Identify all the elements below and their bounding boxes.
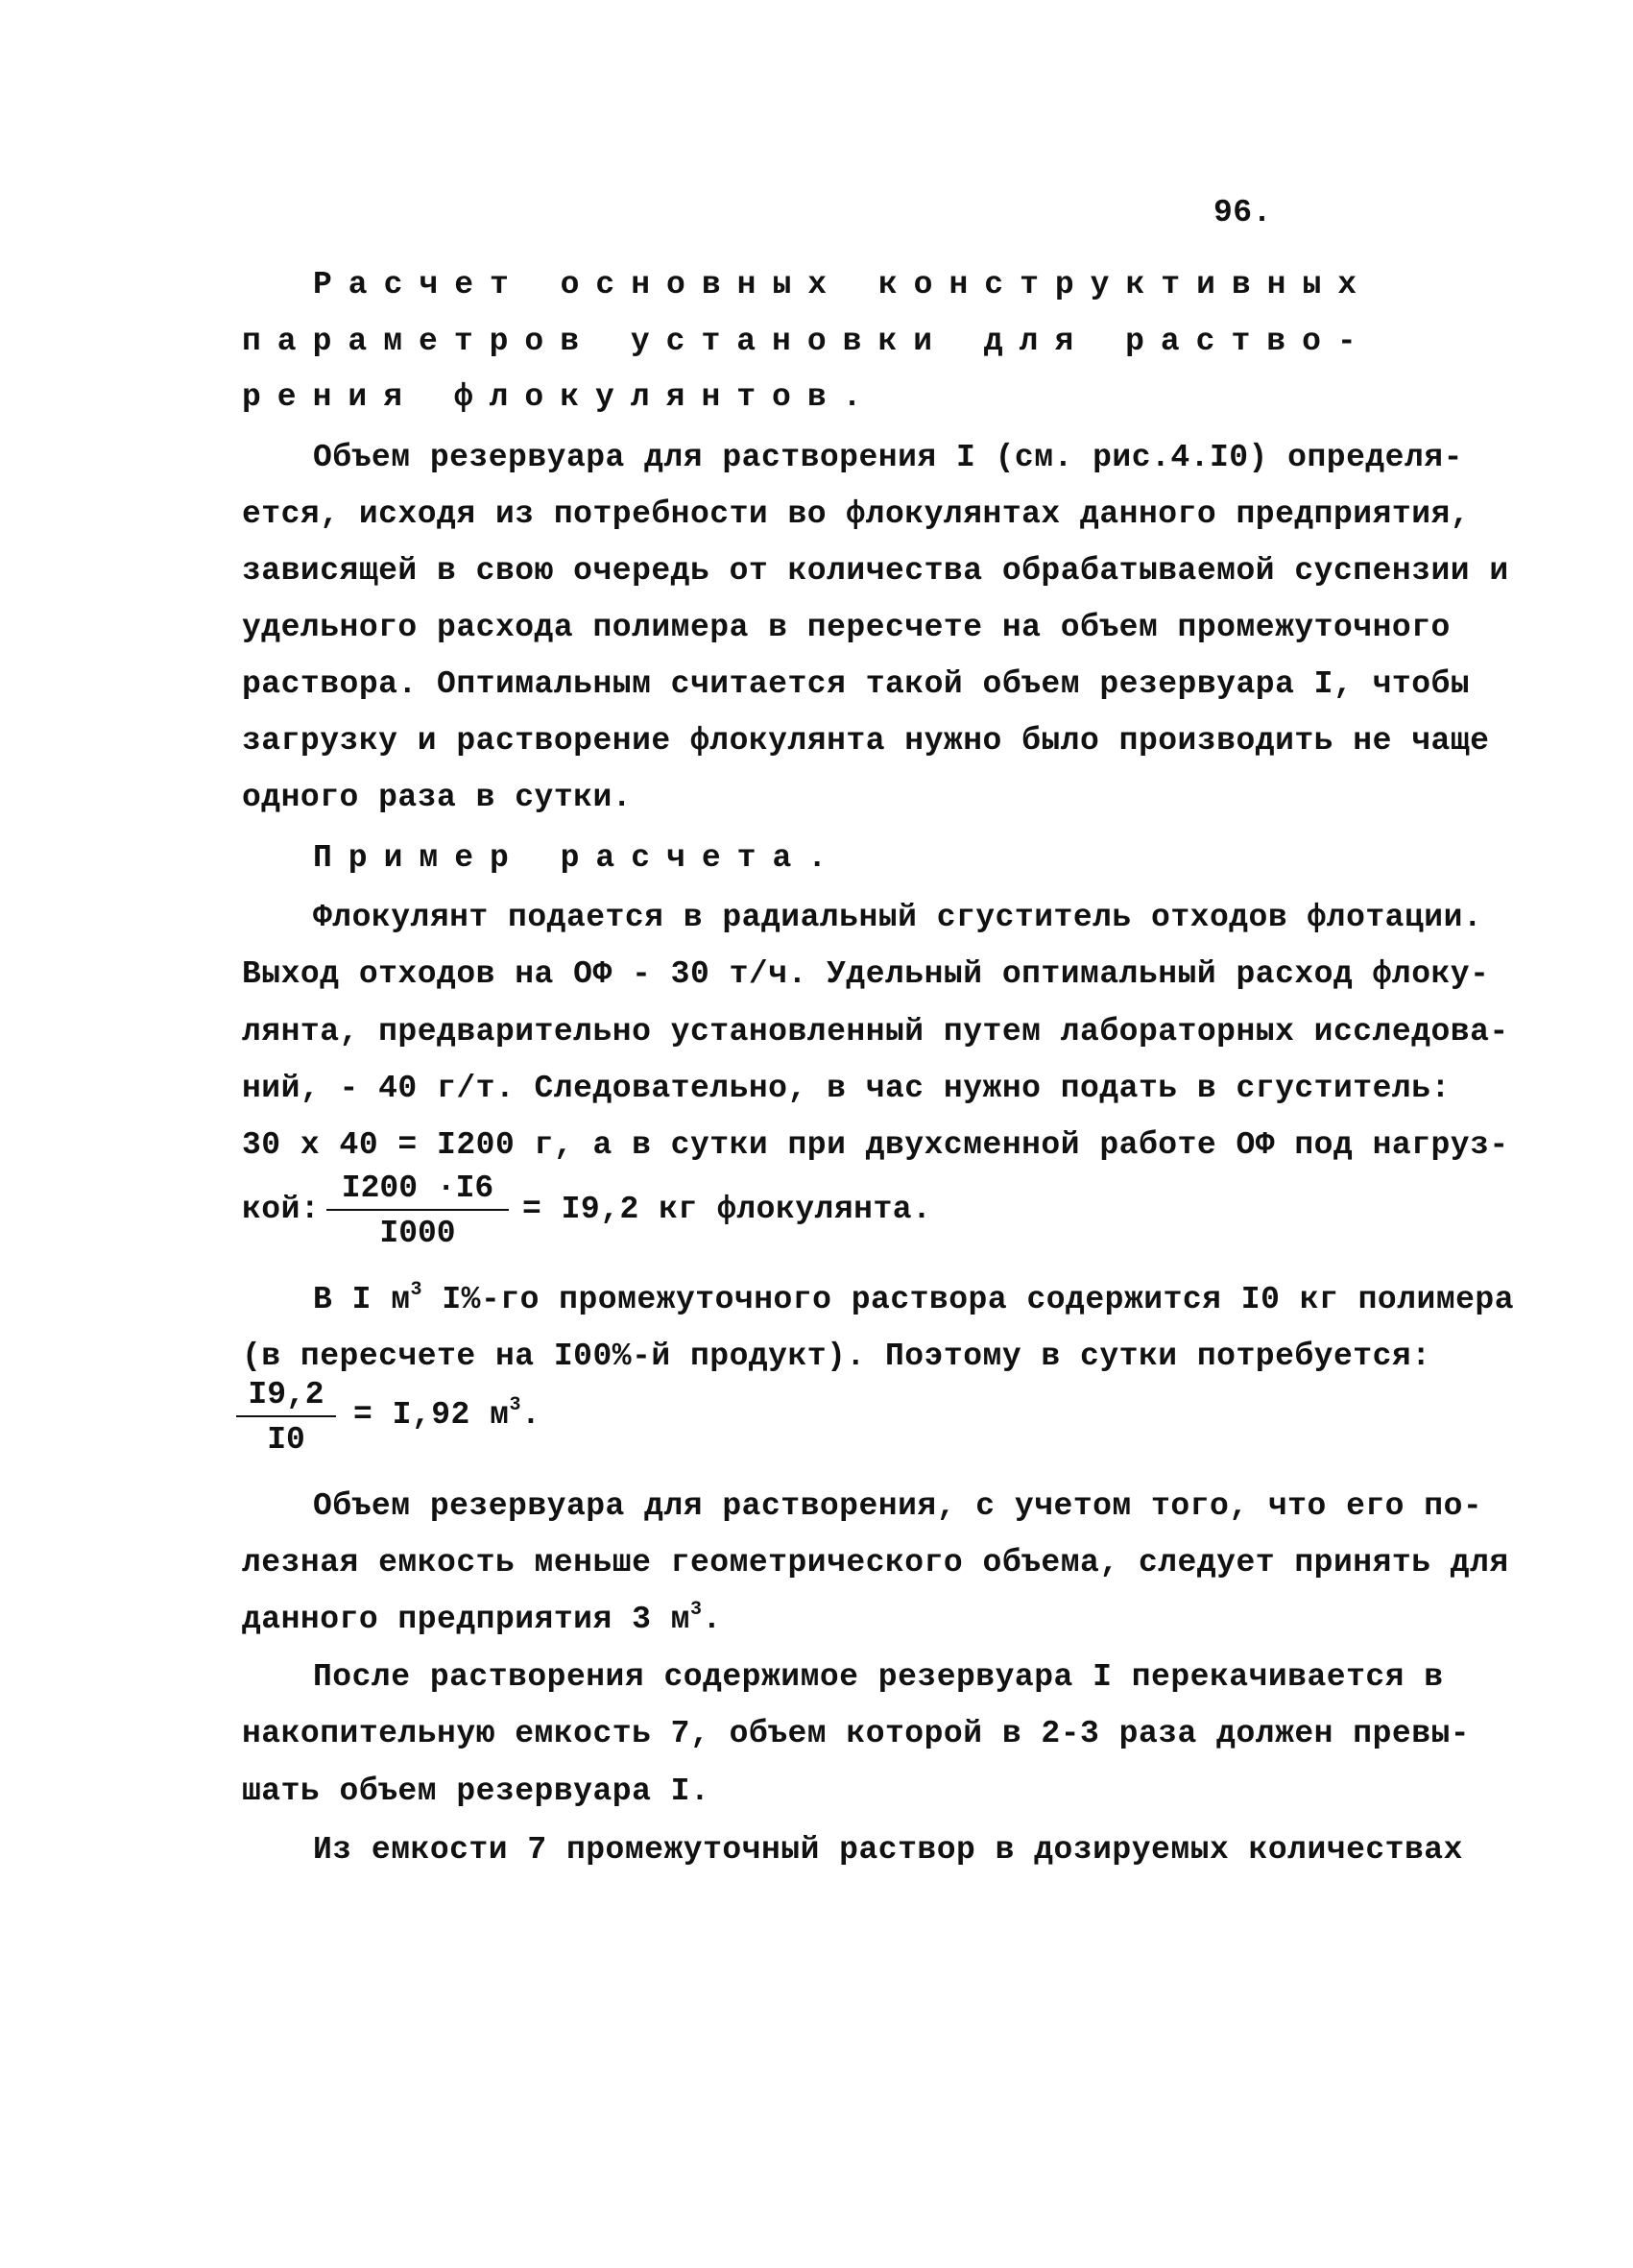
text-line: накопительную емкость 7, объем которой в 2-3 раза должен превы- [242,1716,1471,1751]
formula-denominator: I000 [379,1216,456,1251]
text-line: После растворения содержимое резервуара I перекачивается в [313,1659,1444,1695]
formula-result: = I9,2 кг флокулянта. [522,1192,932,1227]
text-line: шать объем резервуара I. [242,1773,710,1809]
text-line: 30 х 40 = I200 г, а в сутки при двухсменной работе ОФ под нагруз- [242,1127,1509,1163]
text-line: ется, исходя из потребности во флокулянтах данного предприятия, [242,496,1471,532]
heading-line: Расчет основных конструктивных [313,267,1374,302]
text-line: зависящей в свою очередь от количества обрабатываемой суспензии и [242,553,1509,589]
text-line: Флокулянт подается в радиальный сгуститель отходов флотации. [313,900,1483,935]
heading-line: параметров установки для раство- [242,324,1373,359]
text-line: Объем резервуара для растворения I (см. рис.4.I0) определя- [313,440,1463,475]
fraction-bar [326,1209,509,1211]
formula-numerator: I9,2 [248,1377,324,1412]
text-line: одного раза в сутки. [242,780,633,815]
text-line: данного предприятия 3 $м^3$. [242,1599,722,1637]
text-line: ний, - 40 г/т. Следовательно, в час нужно подать в сгуститель: [242,1071,1451,1106]
formula-prefix: кой: [242,1192,321,1227]
fraction-bar [236,1415,336,1417]
formula-result: = I,92 $м^3$. [353,1394,541,1433]
text-line: лянта, предварительно установленный путем лабораторных исследова- [242,1014,1509,1050]
formula-denominator: I0 [267,1422,305,1458]
example-heading: Пример расчета. [313,840,844,876]
text-line: раствора. Оптимальным считается такой объем резервуара I, чтобы [242,666,1471,702]
text-line: (в пересчете на I00%-й продукт). Поэтому в сутки потребуется: [242,1339,1431,1374]
page-number: 96. [1213,195,1272,230]
text-line: загрузку и растворение флокулянта нужно было производить не чаще [242,723,1490,759]
text-line: В I $м^3$ I%-го промежуточного раствора содержится I0 кг полимера [313,1279,1515,1317]
text-line: Из емкости 7 промежуточный раствор в дозируемых количествах [313,1832,1463,1868]
formula-numerator: I200 ·I6 [341,1170,494,1206]
text-line: Выход отходов на ОФ - 30 т/ч. Удельный оптимальный расход флоку- [242,956,1490,992]
text-line: Объем резервуара для растворения, с учетом того, что его по- [313,1488,1483,1524]
text-line: лезная емкость меньше геометрического объема, следует принять для [242,1545,1509,1580]
heading-line: рения флокулянтов. [242,379,878,415]
text-line: удельного расхода полимера в пересчете на объем промежуточного [242,610,1451,645]
